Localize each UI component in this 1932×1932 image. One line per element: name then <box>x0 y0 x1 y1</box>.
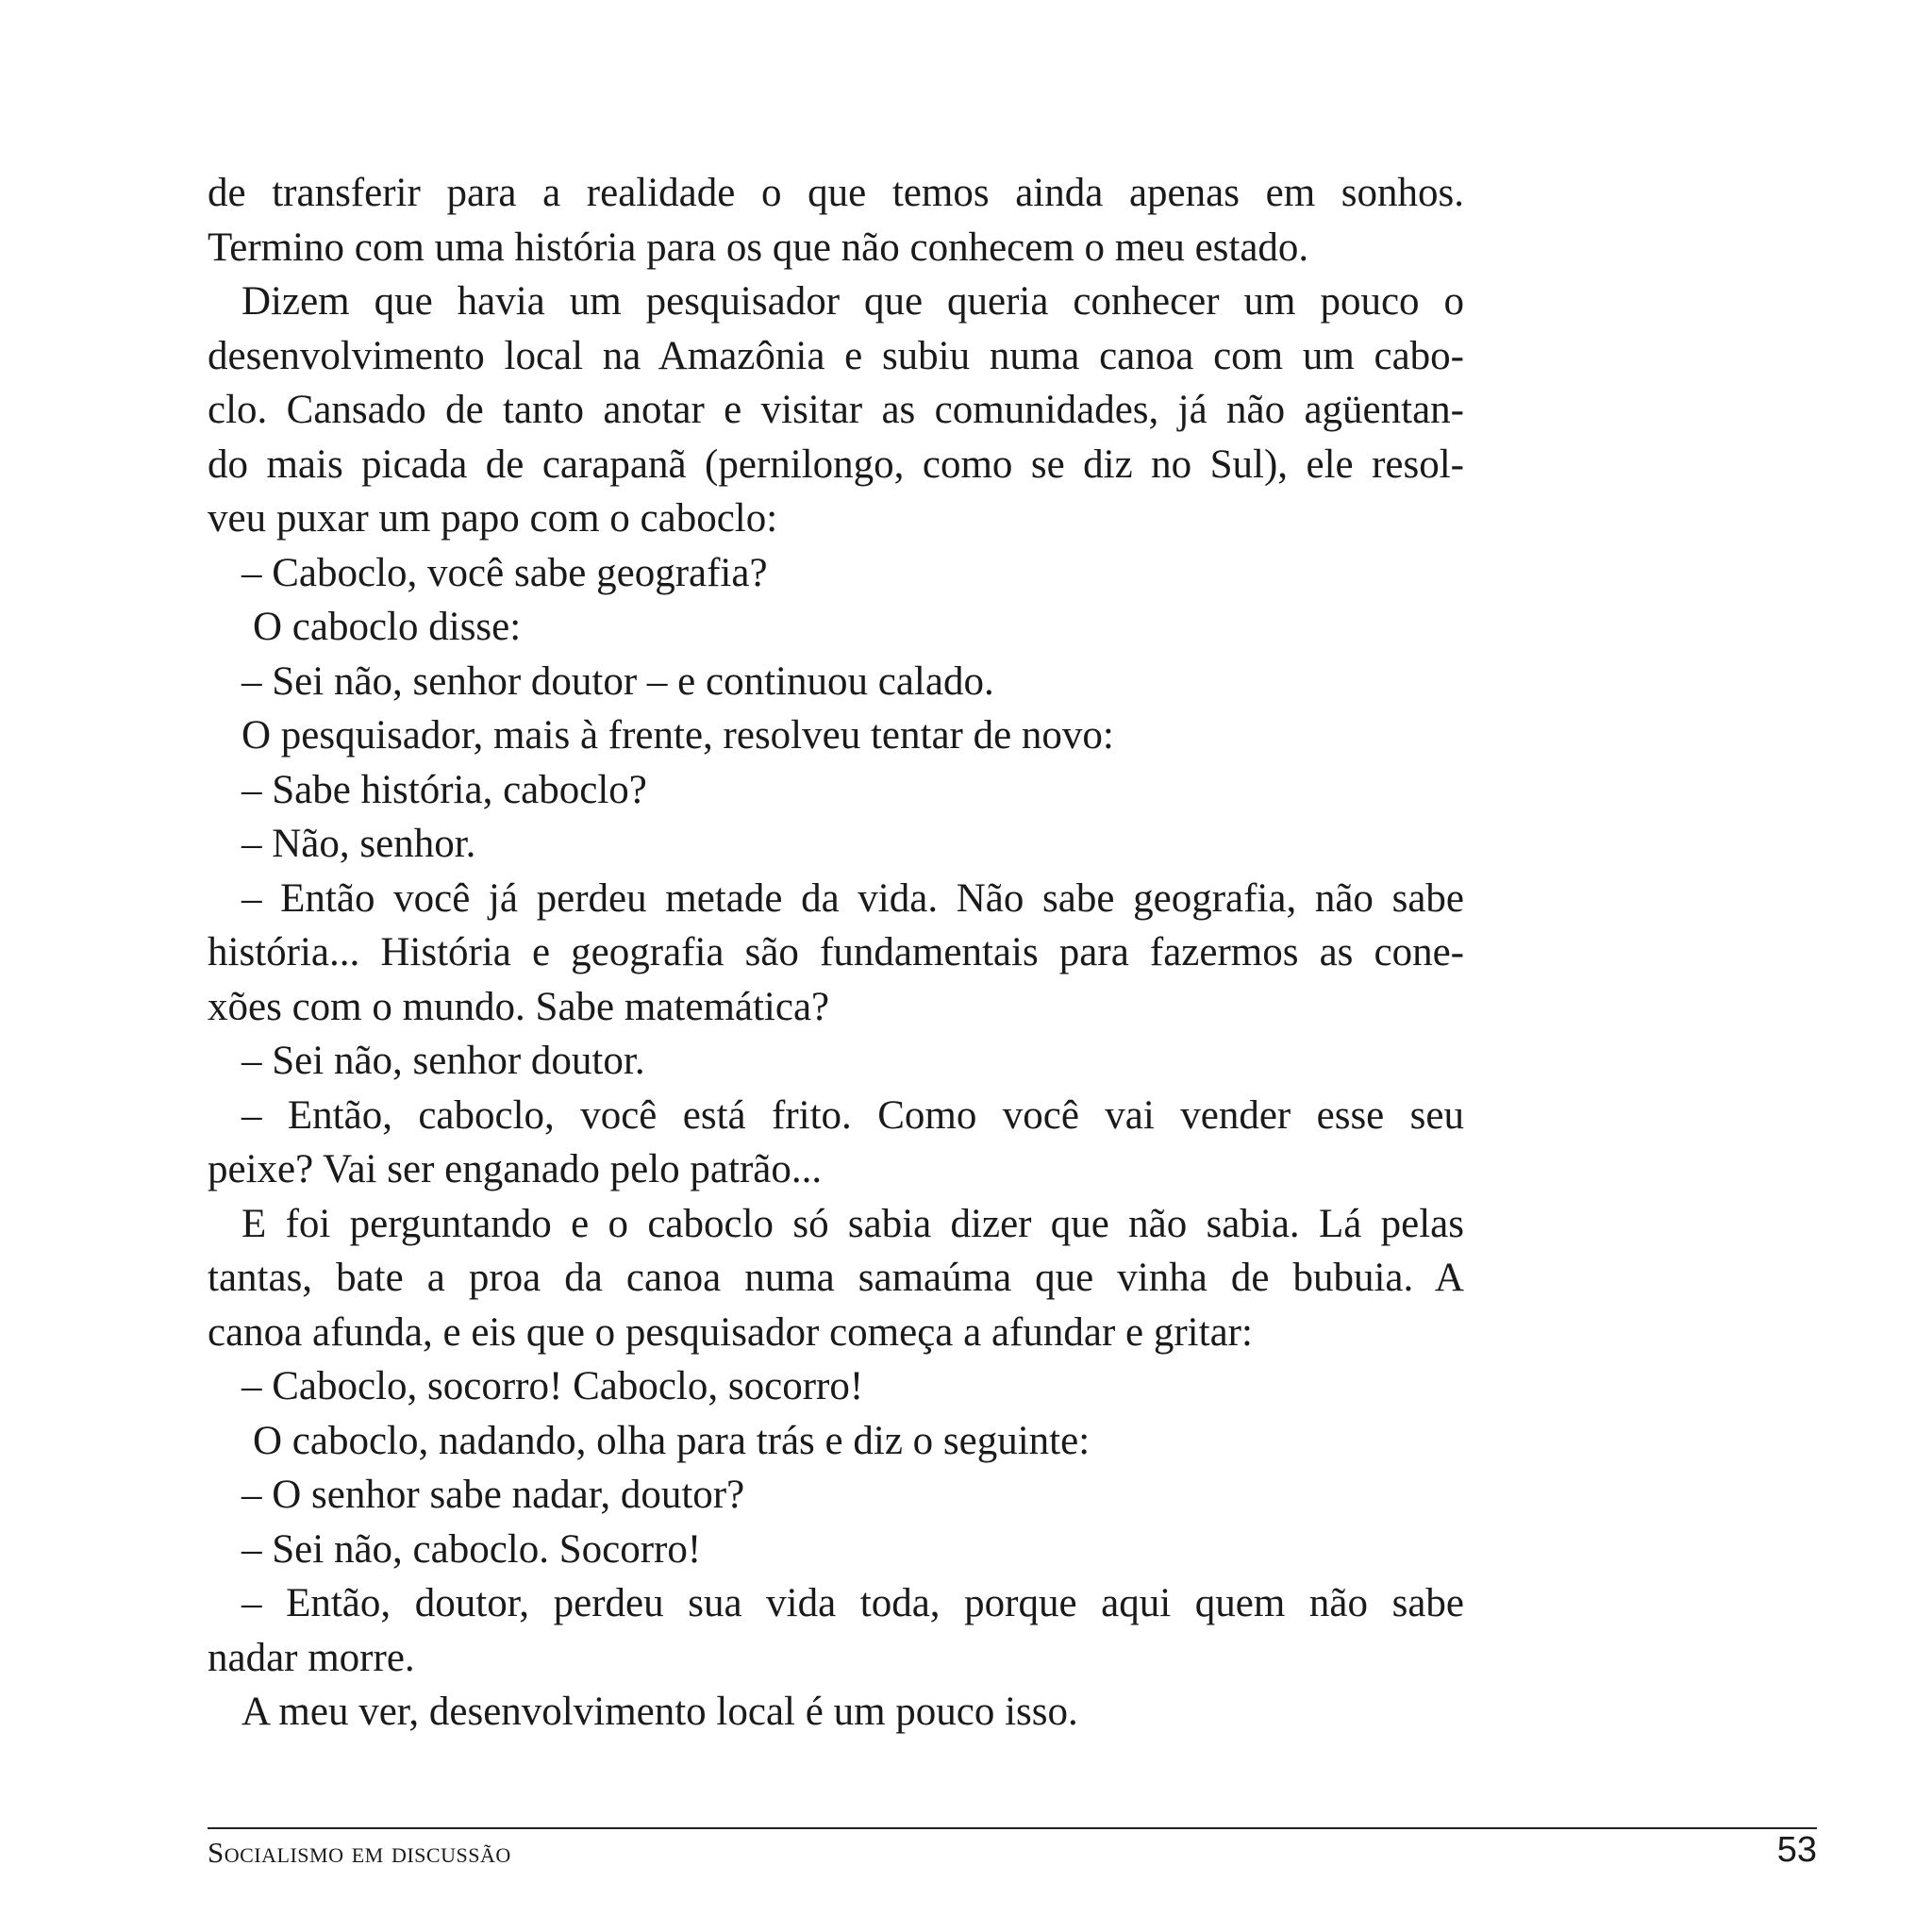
text-line: Dizem que havia um pesquisador que queria conhecer um pouco o <box>242 279 1464 324</box>
text-line: xões com o mundo. Sabe matemática? <box>208 984 830 1029</box>
text-line: Termino com uma história para os que não conhecem o meu estado. <box>208 225 1309 270</box>
text-line: desenvolvimento local na Amazônia e subiu numa canoa com um cabo- <box>208 333 1464 378</box>
body-text <box>208 166 1464 1740</box>
text-line: – Então você já perdeu metade da vida. Não sabe geografia, não sabe <box>242 875 1464 921</box>
text-line: O caboclo, nadando, olha para trás e diz o seguinte: <box>253 1418 1091 1463</box>
footer-book-title: Socialismo em discussão <box>208 1836 511 1869</box>
text-line: veu puxar um papo com o caboclo: <box>208 496 778 541</box>
text-line: A meu ver, desenvolvimento local é um pouco isso. <box>242 1690 1078 1734</box>
text-line: nadar morre. <box>208 1635 415 1680</box>
text-line: – Caboclo, você sabe geografia? <box>242 550 768 595</box>
text-line: – Sei não, caboclo. Socorro! <box>242 1526 702 1572</box>
text-line: tantas, bate a proa da canoa numa samaúma que vinha de bubuia. A <box>208 1256 1464 1300</box>
text-line: – Então, doutor, perdeu sua vida toda, porque aqui quem não sabe <box>242 1581 1464 1625</box>
text-line: O caboclo disse: <box>253 605 522 649</box>
page-number: 53 <box>1776 1830 1817 1870</box>
text-line: – O senhor sabe nadar, doutor? <box>242 1473 745 1517</box>
text-line: E foi perguntando e o caboclo só sabia dizer que não sabia. Lá pelas <box>242 1201 1464 1246</box>
text-line: peixe? Vai ser enganado pelo patrão... <box>208 1147 823 1191</box>
text-line: O pesquisador, mais à frente, resolveu tentar de novo: <box>242 713 1114 758</box>
text-line: – Então, caboclo, você está frito. Como você vai vender esse seu <box>242 1092 1464 1138</box>
text-line: – Caboclo, socorro! Caboclo, socorro! <box>242 1364 864 1408</box>
text-line: história... História e geografia são fundamentais para fazermos as cone- <box>208 930 1464 974</box>
text-line: clo. Cansado de tanto anotar e visitar as comunidades, já não agüentan- <box>208 388 1464 432</box>
text-line: – Não, senhor. <box>242 822 476 866</box>
text-line: – Sei não, senhor doutor. <box>242 1039 645 1083</box>
text-line: do mais picada de carapanã (pernilongo, como se diz no Sul), ele resol- <box>208 441 1464 487</box>
footer-divider <box>208 1827 1817 1829</box>
text-line: – Sabe história, caboclo? <box>242 767 647 812</box>
text-line: de transferir para a realidade o que temos ainda apenas em sonhos. <box>208 171 1464 215</box>
text-line: – Sei não, senhor doutor – e continuou calado. <box>242 658 994 704</box>
text-line: canoa afunda, e eis que o pesquisador começa a afundar e gritar: <box>208 1309 1253 1355</box>
